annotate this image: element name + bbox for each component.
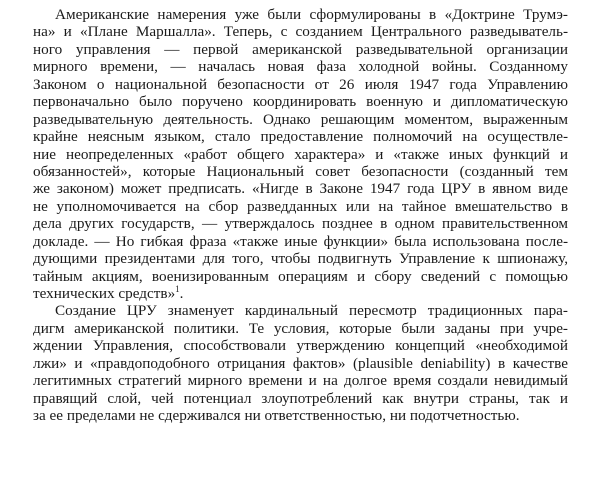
text-line: на» и «Плане Маршалла». Теперь, с созданием Центрального разведыватель- — [33, 23, 568, 41]
text-line: же законом) может предписать. «Нигде в Законе 1947 года ЦРУ в явном виде — [33, 180, 568, 198]
text-line: Создание ЦРУ знаменует кардинальный пересмотр традиционных пара- — [55, 302, 568, 320]
text-line: Законом о национальной безопасности от 26 июля 1947 года Управлению — [33, 75, 568, 93]
footnote-marker[interactable]: 1 — [175, 283, 180, 294]
text-line: мирного времени, — началась новая фаза холодной войны. Созданному — [33, 58, 568, 76]
text-line: первоначально было поручено координировать военную и дипломатическую — [33, 93, 568, 111]
text-line: ного управления — первой американской разведывательной организации — [33, 40, 568, 58]
text-line: легитимных стратегий мирного времени и на долгое время создали невидимый — [33, 372, 568, 390]
text-line: правящий слой, чей потенциал злоупотреблений как внутри страны, так и — [33, 389, 568, 407]
text-line: обязанностей», которые Национальный совет безопасности (созданный тем — [33, 162, 568, 180]
document-page — [33, 6, 568, 425]
text-line: Американские намерения уже были сформулированы в «Доктрине Трумэ- — [55, 6, 568, 23]
text-line: дигм американской политики. Те условия, которые были заданы при учре- — [33, 319, 568, 337]
text-line: разведывательную деятельность. Однако решающим моментом, выраженным — [33, 110, 568, 128]
text-line: тайным акциям, военизированным операциям и сбору сведений с помощью — [33, 267, 568, 285]
text-line: за ее пределами не сдерживался ни ответственностью, ни подотчетностью. — [33, 407, 520, 425]
text-line: дела других государств, — утверждалось позднее в одном правительственном — [33, 215, 568, 233]
text-line — [33, 285, 568, 302]
text-line: не уполномочивается на сбор разведданных или на тайное вмешательство в — [33, 197, 568, 215]
text-line: докладе. — Но гибкая фраза «также иные функции» была использована после- — [33, 232, 568, 250]
text-line-content: технических средств» — [33, 285, 176, 302]
paragraph-1 — [33, 6, 568, 302]
text-line: лжи» и «правдоподобного отрицания фактов» (plausible deniability) в качестве — [33, 354, 568, 372]
text-line: крайне неясным языком, стало предоставление полномочий на осуществле- — [33, 128, 568, 146]
text-line: ние неопределенных «работ общего характера» и «также иных функций и — [33, 145, 568, 163]
text-line: ждении Управления, способствовали утверждению концепций «необходимой — [33, 337, 568, 355]
paragraph-2 — [33, 302, 568, 424]
line-tail: . — [179, 285, 184, 302]
text-line: дующими президентами для того, чтобы подвигнуть Управление к шпионажу, — [33, 250, 568, 268]
